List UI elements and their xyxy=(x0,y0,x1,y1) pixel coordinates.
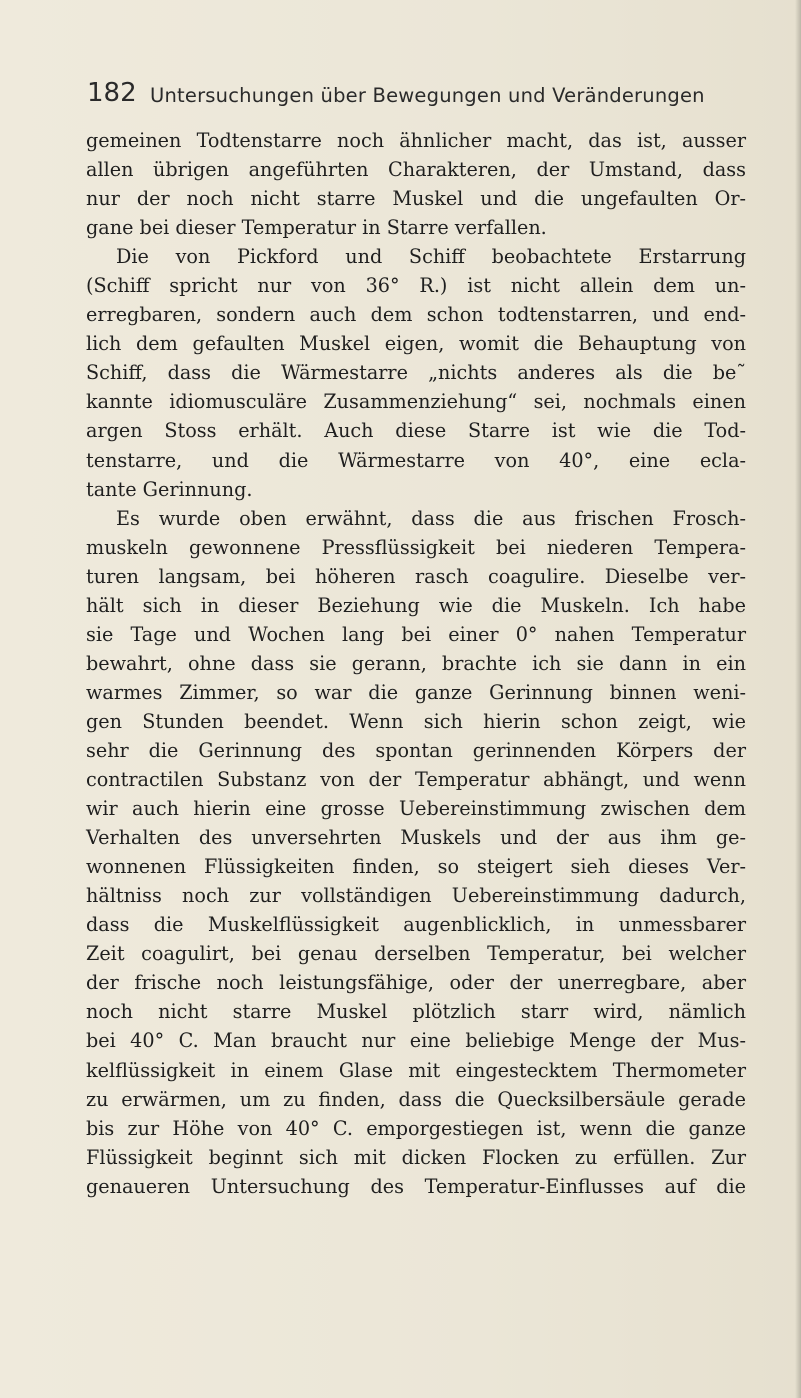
text-line: bei 40° C. Man braucht nur eine beliebige Menge der Mus- xyxy=(86,1029,746,1053)
text-line: zu erwärmen, um zu finden, dass die Quecksilbersäule gerade xyxy=(86,1087,746,1111)
text-line: muskeln gewonnene Pressflüssigkeit bei niederen Tempera- xyxy=(86,535,746,559)
text-line: tante Gerinnung. xyxy=(86,477,253,501)
text-line: Flüssigkeit beginnt sich mit dicken Flocken zu erfüllen. Zur xyxy=(86,1145,746,1169)
page-header xyxy=(87,78,747,118)
text-line: lich dem gefaulten Muskel eigen, womit die Behauptung von xyxy=(86,332,746,356)
text-line: kannte idiomusculäre Zusammenziehung“ sei, nochmals einen xyxy=(86,390,746,414)
text-line: Zeit coagulirt, bei genau derselben Temperatur, bei welcher xyxy=(86,942,746,966)
text-line: sie Tage und Wochen lang bei einer 0° nahen Temperatur xyxy=(86,622,746,646)
text-line: bis zur Höhe von 40° C. emporgestiegen ist, wenn die ganze xyxy=(86,1116,746,1140)
text-line: kelflüssigkeit in einem Glase mit eingestecktem Thermometer xyxy=(86,1058,746,1082)
text-line: nur der noch nicht starre Muskel und die ungefaulten Or- xyxy=(86,187,746,211)
text-line: gane bei dieser Temperatur in Starre verfallen. xyxy=(86,216,547,240)
text-line: bewahrt, ohne dass sie gerann, brachte ich sie dann in ein xyxy=(86,651,746,675)
running-head: Untersuchungen über Bewegungen und Veränderungen xyxy=(150,84,705,107)
text-line: der frische noch leistungsfähige, oder der unerregbare, aber xyxy=(86,971,746,995)
text-line: wonnenen Flüssigkeiten finden, so steigert sieh dieses Ver- xyxy=(86,855,746,879)
text-line: sehr die Gerinnung des spontan gerinnenden Körpers der xyxy=(86,738,746,762)
text-line: gemeinen Todtenstarre noch ähnlicher macht, das ist, ausser xyxy=(86,129,746,152)
body-text xyxy=(86,126,746,1201)
text-line: Die von Pickford und Schiff beobachtete Erstarrung xyxy=(116,245,746,269)
text-line: hält sich in dieser Beziehung wie die Muskeln. Ich habe xyxy=(86,593,746,617)
text-line: Schiff, dass die Wärmestarre „nichts anderes als die be˜ xyxy=(86,361,746,385)
text-line: Verhalten des unversehrten Muskels und der aus ihm ge- xyxy=(86,826,746,850)
text-line: dass die Muskelflüssigkeit augenblicklich, in unmessbarer xyxy=(86,913,746,937)
text-line: Es wurde oben erwähnt, dass die aus frischen Frosch- xyxy=(116,506,746,530)
text-line: wir auch hierin eine grosse Uebereinstimmung zwischen dem xyxy=(86,797,746,821)
text-line: argen Stoss erhält. Auch diese Starre ist wie die Tod- xyxy=(86,419,746,443)
page-number: 182 xyxy=(87,78,137,108)
text-line: warmes Zimmer, so war die ganze Gerinnung binnen weni- xyxy=(86,680,746,704)
text-line: (Schiff spricht nur von 36° R.) ist nicht allein dem un- xyxy=(86,274,746,298)
text-line: turen langsam, bei höheren rasch coagulire. Dieselbe ver- xyxy=(86,564,746,588)
text-line: contractilen Substanz von der Temperatur abhängt, und wenn xyxy=(86,768,746,792)
text-line: gen Stunden beendet. Wenn sich hierin schon zeigt, wie xyxy=(86,709,746,733)
text-line: noch nicht starre Muskel plötzlich starr wird, nämlich xyxy=(86,1000,746,1024)
page-edge-shadow xyxy=(795,0,801,1398)
text-line: allen übrigen angeführten Charakteren, der Umstand, dass xyxy=(86,158,746,182)
text-line: tenstarre, und die Wärmestarre von 40°, eine ecla- xyxy=(86,448,746,472)
text-line: hältniss noch zur vollständigen Uebereinstimmung dadurch, xyxy=(86,884,746,908)
text-line: erregbaren, sondern auch dem schon todtenstarren, und end- xyxy=(86,303,746,327)
text-line: genaueren Untersuchung des Temperatur-Einflusses auf die xyxy=(86,1174,746,1198)
